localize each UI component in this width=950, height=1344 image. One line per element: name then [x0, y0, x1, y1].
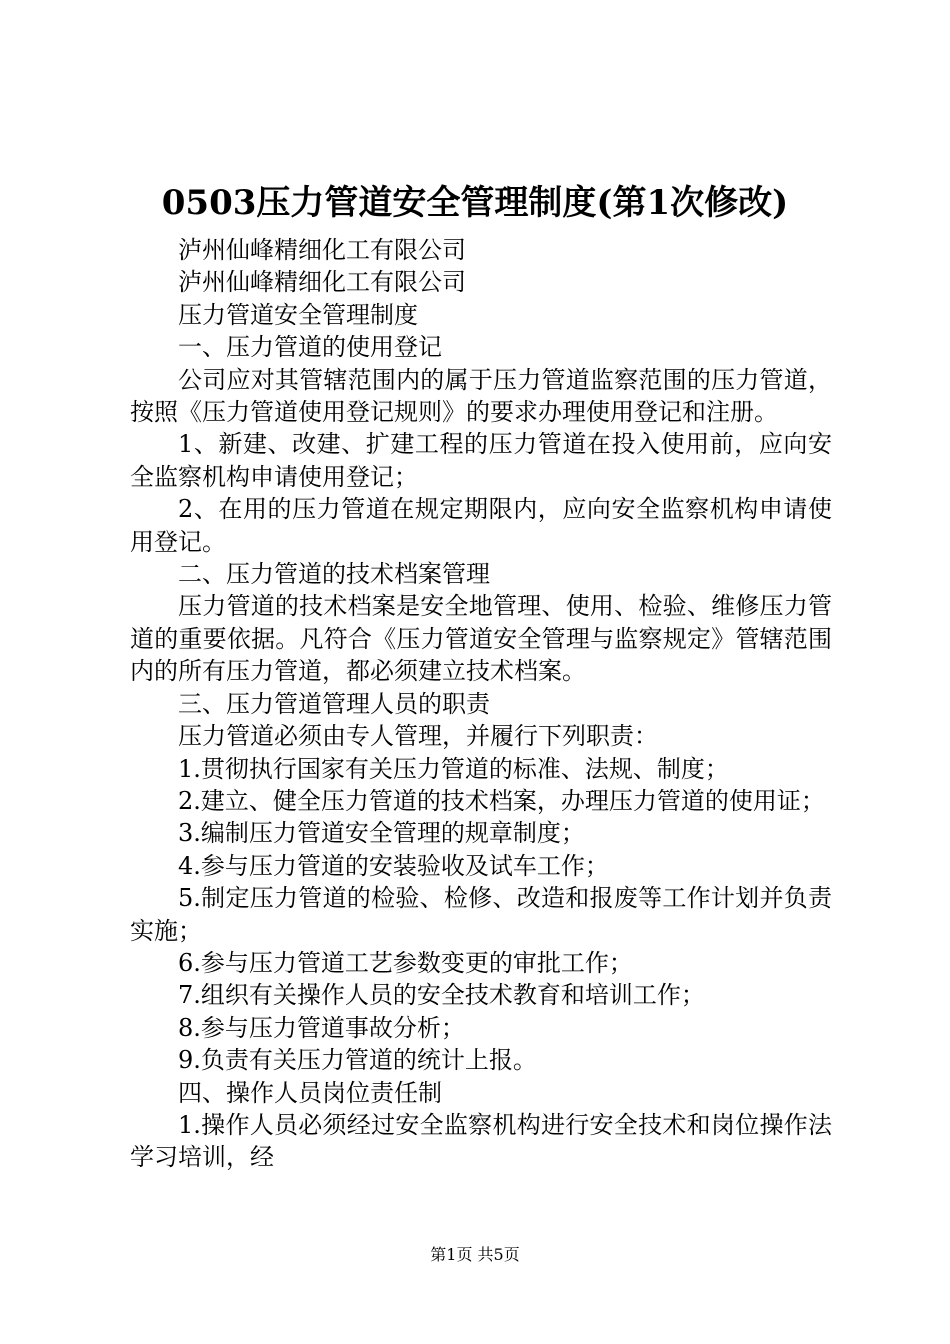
list-item: 1、新建、改建、扩建工程的压力管道在投入使用前，应向安全监察机构申请使用登记；: [130, 430, 832, 491]
list-item: 1.贯彻执行国家有关压力管道的标准、法规、制度；: [178, 754, 729, 783]
body-paragraph: 压力管道必须由专人管理，并履行下列职责：: [178, 722, 658, 751]
document-body: [130, 234, 832, 1174]
section-heading: 二、压力管道的技术档案管理: [178, 560, 490, 589]
body-paragraph: 公司应对其管辖范围内的属于压力管道监察范围的压力管道，按照《压力管道使用登记规则》的要求办理使用登记和注册。: [130, 365, 832, 427]
list-item: 8.参与压力管道事故分析；: [178, 1013, 465, 1042]
document-title: 0503压力管道安全管理制度(第1次修改): [161, 183, 789, 223]
list-item: 6.参与压力管道工艺参数变更的审批工作；: [178, 948, 633, 977]
list-item: 2.建立、健全压力管道的技术档案，办理压力管道的使用证；: [178, 786, 825, 815]
section-heading: 三、压力管道管理人员的职责: [178, 689, 490, 718]
company-name: 泸州仙峰精细化工有限公司: [178, 268, 466, 297]
list-item: 7.组织有关操作人员的安全技术教育和培训工作；: [178, 981, 705, 1010]
list-item: 5.制定压力管道的检验、检修、改造和报废等工作计划并负责实施；: [130, 884, 832, 945]
body-paragraph: 压力管道的技术档案是安全地管理、使用、检验、维修压力管道的重要依据。凡符合《压力管道安全管理与监察规定》管辖范围内的所有压力管道，都必须建立技术档案。: [130, 592, 832, 686]
section-heading: 四、操作人员岗位责任制: [178, 1078, 442, 1107]
list-item: 2、在用的压力管道在规定期限内，应向安全监察机构申请使用登记。: [130, 495, 832, 556]
section-heading: 一、压力管道的使用登记: [178, 333, 442, 362]
list-item: 1.操作人员必须经过安全监察机构进行安全技术和岗位操作法学习培训，经: [130, 1110, 832, 1172]
regulation-heading: 压力管道安全管理制度: [178, 300, 418, 329]
page-footer: 第1页 共5页: [430, 1245, 520, 1264]
list-item: 4.参与压力管道的安装验收及试车工作；: [178, 851, 609, 880]
list-item: 9.负责有关压力管道的统计上报。: [178, 1046, 537, 1075]
company-name: 泸州仙峰精细化工有限公司: [178, 236, 466, 264]
list-item: 3.编制压力管道安全管理的规章制度；: [178, 819, 585, 848]
